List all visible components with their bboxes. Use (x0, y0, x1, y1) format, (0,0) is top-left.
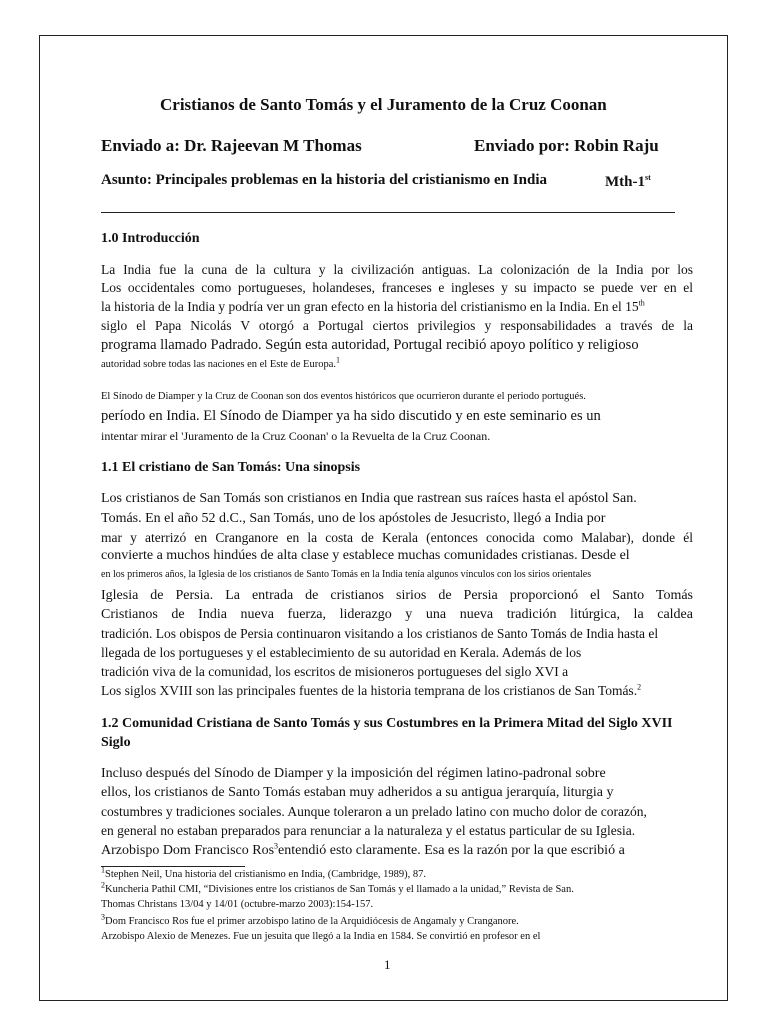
page-number: 1 (384, 957, 391, 972)
section-heading-1-2: 1.2 Comunidad Cristiana de Santo Tomás y sus Costumbres en la Primera Mitad del Siglo XVII (101, 716, 673, 731)
sent-to: Enviado a: Dr. Rajeevan M Thomas (101, 136, 362, 155)
s11-line: llegada de los portugueses y el establecimiento de su autoridad en Kerala. Además de los (101, 645, 582, 660)
s12-line: Incluso después del Sínodo de Diamper y la imposición del régimen latino-padronal sobre (101, 766, 606, 781)
s11-line: tradición viva de la comunidad, los escritos de misioneros portugueses del siglo XVI a (101, 664, 569, 679)
header-divider (101, 212, 675, 213)
intro-paragraph-line: intentar mirar el 'Juramento de la Cruz Coonan' o la Revuelta de la Cruz Coonan. (101, 429, 491, 443)
footnote-divider (101, 866, 245, 867)
s12-line: costumbres y tradiciones sociales. Aunque toleraron a un prelado latino con mucho dolor de corazón, (101, 804, 647, 819)
s11-line: tradición. Los obispos de Persia continuaron visitando a los cristianos de Santo Tomás de India hasta el (101, 626, 659, 641)
s12-line: en general no estaban preparados para renunciar a la naturaleza y el estatus particular de su Iglesia. (101, 823, 636, 838)
footnote-2: $^2$Kuncheria Pathil CMI, “Divisiones entre los cristianos de San Tomás y el llamado a la unidad,” Revista de San. (101, 880, 574, 895)
footnote-3-cont: Arzobispo Alexio de Menezes. Fue un jesuita que llegó a la India en 1584. Se convirtió en profesor en el (101, 931, 541, 942)
intro-line: programa llamado Padrado. Según esta autoridad, Portugal recibió apoyo político y religioso (101, 337, 639, 353)
section-heading-1-2-cont: Siglo (101, 735, 131, 750)
s11-line: en los primeros años, la Iglesia de los cristianos de Santo Tomás en la India tenía algunos vínculos con los sirios orientales (101, 569, 592, 580)
footnote-3: $^3$Dom Francisco Ros fue el primer arzobispo latino de la Arquidiócesis de Angamaly y Cranganore. (101, 912, 519, 927)
s11-line: Tomás. En el año 52 d.C., San Tomás, uno de los apóstoles de Jesucristo, llegó a India por (101, 511, 606, 526)
s11-line: convierte a muchos hindúes de alta clase y establece muchas comunidades cristianas. Desde el (101, 548, 630, 563)
s11-line: Los siglos XVIII son las principales fuentes de la historia temprana de los cristianos de San Tomás.$^2$ (101, 682, 642, 698)
section-heading-1-1: 1.1 El cristiano de San Tomás: Una sinopsis (101, 460, 361, 475)
s12-line: Arzobispo Dom Francisco Ros$^3$entendió esto claramente. Esa es la razón por la que escribió a (101, 841, 625, 858)
s11-line: Los cristianos de San Tomás son cristianos en India que rastrean sus raíces hasta el apóstol San. (101, 491, 637, 506)
intro-line: autoridad sobre todas las naciones en el Este de Europa.$^1$ (101, 355, 341, 370)
subject-line: Asunto: Principales problemas en la historia del cristianismo en India (101, 172, 548, 188)
document-title: Cristianos de Santo Tomás y el Juramento de la Cruz Coonan (160, 95, 607, 114)
footnote-2-cont: Thomas Christans 13/04 y 14/01 (octubre-marzo 2003):154-157. (101, 899, 374, 910)
intro-line: Los occidentales como portugueses, holandeses, franceses e ingleses y su impacto se puede ver en el (101, 280, 693, 295)
intro-line: La India fue la cuna de la cultura y la civilización antiguas. La colonización de la India por los (101, 262, 693, 277)
sent-by: Enviado por: Robin Raju (474, 136, 659, 155)
intro-line: siglo el Papa Nicolás V otorgó a Portugal ciertos privilegios y responsabilidades a través de la (101, 318, 693, 333)
section-heading-intro: 1.0 Introducción (101, 231, 200, 246)
course-code: Mth-1st (605, 173, 651, 190)
s11-line: Iglesia de Persia. La entrada de cristianos sirios de Persia proporcionó el Santo Tomás (101, 588, 693, 603)
s11-line: mar y aterrizó en Cranganore en la costa de Kerala (entonces conocida como Malabar), donde él (101, 530, 693, 545)
intro-line: la historia de la India y podría ver un gran efecto en la historia del cristianismo en la India. En el 15th (101, 298, 645, 314)
s12-line: ellos, los cristianos de Santo Tomás estaban muy adheridos a su antigua jerarquía, liturgia y (101, 785, 614, 800)
footnote-1: $^1$Stephen Neil, Una historia del cristianismo en India, (Cambridge, 1989), 87. (101, 865, 427, 880)
s11-line: Cristianos de India nueva fuerza, liderazgo y una nueva tradición litúrgica, la caldea (101, 607, 693, 622)
intro-paragraph-line: El Sínodo de Diamper y la Cruz de Coonan son dos eventos históricos que ocurrieron durante el periodo portugués. (101, 391, 586, 402)
intro-paragraph-line: período en India. El Sínodo de Diamper ya ha sido discutido y en este seminario es un (101, 408, 601, 424)
